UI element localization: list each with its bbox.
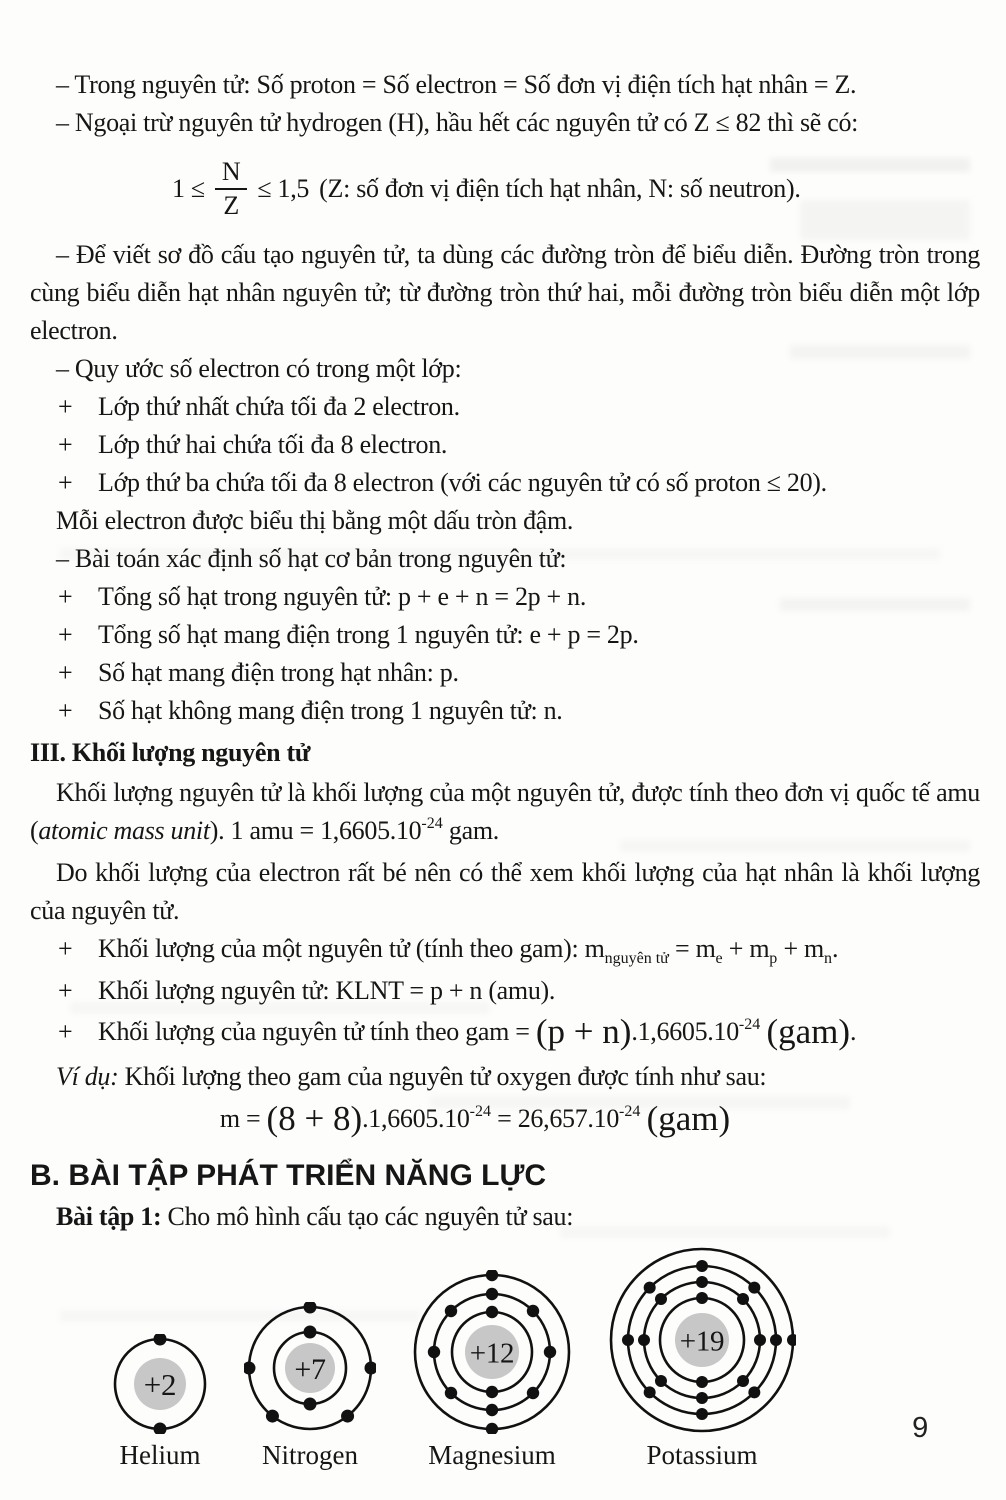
electron-dot: [696, 1408, 708, 1420]
fraction-denominator: Z: [223, 191, 239, 220]
italic-amu-term: atomic mass unit: [38, 816, 210, 845]
subscript: p: [769, 950, 778, 967]
electron-dot: [644, 1386, 656, 1398]
list-item-total-particles: [30, 578, 980, 616]
nz-fraction: [215, 157, 247, 221]
bohr-model-helium: [110, 1334, 210, 1434]
electron-dot: [486, 1288, 498, 1300]
atom-diagram-helium: [110, 1334, 210, 1472]
electron-dot: [544, 1346, 556, 1358]
electron-dot: [341, 1410, 354, 1423]
electron-dot: [622, 1334, 634, 1346]
electron-dot: [428, 1346, 440, 1358]
formula-note: (Z: số đơn vị điện tích hạt nhân, N: số neutron).: [319, 174, 801, 203]
section-heading-exercises: B. BÀI TẬP PHÁT TRIỂN NĂNG LỰC: [30, 1159, 547, 1192]
oxygen-mass-equation: $m = (8 + 8).1,6605.10^{-24} = 26,657.10^{-24}$ (gam): [219, 1099, 731, 1138]
electron-dot: [244, 1362, 256, 1375]
exponent: -24: [421, 815, 443, 832]
list-item-text: Lớp thứ hai chứa tối đa 8 electron.: [98, 430, 448, 459]
electron-dot: [787, 1334, 796, 1346]
paragraph-circle-diagram: – Để viết sơ đồ cấu tạo nguyên tử, ta dùng các đường tròn để biểu diễn. Đường tròn trong cùng biểu diễn hạt nhân nguyên tử; từ đường tròn thứ hai, mỗi đường tròn biểu diễn một lớp electron.: [30, 240, 980, 345]
parenthesized-term: (gam): [766, 1012, 851, 1051]
electron-dot: [486, 1404, 498, 1416]
parenthesized-term: (p + n): [535, 1012, 632, 1051]
electron-dot: [486, 1270, 498, 1281]
page-number: 9: [912, 1412, 928, 1444]
list-item-nucleus-charged: [30, 654, 980, 692]
atom-label-potassium: Potassium: [646, 1440, 758, 1470]
list-item-layer-3: [30, 464, 980, 502]
electron-dot: [266, 1410, 279, 1423]
atom-label-nitrogen: Nitrogen: [262, 1440, 358, 1470]
atom-label-helium: Helium: [119, 1440, 201, 1470]
paragraph-hydrogen-exception: – Ngoại trừ nguyên tử hydrogen (H), hầu hết các nguyên tử có Z ≤ 82 thì sẽ có:: [56, 108, 859, 137]
exercise-1-prompt: Bài tập 1: Cho mô hình cấu tạo các nguyên tử sau:: [56, 1202, 574, 1231]
plus-bullet: +: [58, 696, 73, 725]
list-item-layer-1: [30, 388, 980, 426]
nucleus-charge-label: +19: [679, 1325, 725, 1358]
electron-dot: [748, 1386, 760, 1398]
subscript: n: [823, 950, 832, 967]
example-label: Ví dụ:: [56, 1062, 119, 1091]
plus-bullet: +: [58, 658, 73, 687]
electron-dot: [304, 1326, 317, 1339]
electron-dot: [655, 1375, 667, 1387]
electron-dot: [696, 1392, 708, 1404]
plus-bullet: +: [58, 582, 73, 611]
exponent: -24: [738, 1016, 761, 1033]
electron-dot: [365, 1362, 377, 1375]
electron-dot: [445, 1387, 457, 1399]
exponent: -24: [469, 1103, 491, 1120]
section-heading-atomic-mass: III. Khối lượng nguyên tử: [30, 738, 311, 767]
electron-dot: [696, 1292, 708, 1304]
subscript: nguyên tử: [604, 950, 669, 967]
plus-bullet: +: [58, 392, 73, 421]
list-item-klnt: + Khối lượng nguyên tử: KLNT = p + n (amu).: [30, 972, 980, 1010]
bohr-model-magnesium: [410, 1270, 574, 1434]
electron-dot: [737, 1293, 749, 1305]
plus-bullet: +: [58, 976, 73, 1005]
atom-label-magnesium: Magnesium: [428, 1440, 556, 1470]
electron-dot: [696, 1276, 708, 1288]
subscript: e: [715, 950, 723, 967]
formula-trail: ≤ 1,5: [257, 174, 310, 203]
electron-dot: [486, 1306, 498, 1318]
nz-ratio-formula: [172, 147, 980, 231]
plus-bullet: +: [58, 468, 73, 497]
atom-diagrams-row: [110, 1246, 980, 1472]
electron-dot: [644, 1282, 656, 1294]
electron-dot: [754, 1334, 766, 1346]
electron-dot: [696, 1376, 708, 1388]
paragraph-example-intro: Ví dụ: Khối lượng theo gam của nguyên tử oxygen được tính như sau:: [56, 1062, 767, 1091]
nucleus-charge-label: +7: [294, 1352, 326, 1386]
electron-dot: [655, 1293, 667, 1305]
parenthesized-term: (gam): [646, 1099, 731, 1138]
formula-lead: 1 ≤: [172, 174, 205, 203]
paragraph-particle-problems: – Bài toán xác định số hạt cơ bản trong nguyên tử:: [56, 544, 567, 573]
paragraph-electron-mass-note: Do khối lượng của electron rất bé nên có thể xem khối lượng của hạt nhân là khối lượng của nguyên tử.: [30, 858, 980, 925]
list-item-neutral-particles: [30, 692, 980, 730]
electron-dot: [486, 1423, 498, 1434]
atom-diagram-nitrogen: [244, 1302, 376, 1472]
electron-dot: [304, 1398, 317, 1411]
paragraph-amu-definition: Khối lượng nguyên tử là khối lượng của một nguyên tử, được tính theo đơn vị quốc tế amu (atomic mass unit). 1 amu = $1,6605.10^{-24}$ gam.: [30, 778, 980, 845]
electron-dot: [638, 1334, 650, 1346]
parenthesized-term: (8 + 8): [266, 1099, 363, 1138]
nucleus-charge-label: +12: [469, 1337, 515, 1370]
fraction-numerator: N: [215, 157, 247, 190]
plus-bullet: +: [58, 934, 73, 963]
electron-dot: [154, 1334, 167, 1346]
bohr-model-potassium: [608, 1246, 796, 1434]
electron-dot: [527, 1305, 539, 1317]
plus-bullet: +: [58, 1017, 73, 1046]
list-item-mass-formula: + Khối lượng của nguyên tử tính theo gam = $(p + n).1,6605.10^{-24}$ (gam).: [30, 1010, 980, 1058]
atom-diagram-magnesium: [410, 1270, 574, 1472]
exponent: -24: [619, 1103, 641, 1120]
paragraph-electron-dot-note: Mỗi electron được biểu thị bằng một dấu tròn đậm.: [56, 506, 574, 535]
list-item-text: Số hạt không mang điện trong 1 nguyên tử: n.: [98, 696, 563, 725]
page-content: [30, 66, 980, 1472]
list-item-text: Tổng số hạt trong nguyên tử: p + e + n = 2p + n.: [98, 582, 587, 611]
plus-bullet: +: [58, 430, 73, 459]
list-item-text: Lớp thứ nhất chứa tối đa 2 electron.: [98, 392, 460, 421]
list-item-text: Tổng số hạt mang điện trong 1 nguyên tử: e + p = 2p.: [98, 620, 639, 649]
nucleus-charge-label: +2: [143, 1367, 177, 1403]
electron-dot: [770, 1334, 782, 1346]
bohr-model-nitrogen: [244, 1302, 376, 1434]
electron-dot: [486, 1386, 498, 1398]
list-item-layer-2: [30, 426, 980, 464]
electron-dot: [304, 1302, 317, 1314]
list-item-text: Số hạt mang điện trong hạt nhân: p.: [98, 658, 459, 687]
electron-dot: [445, 1305, 457, 1317]
electron-dot: [527, 1387, 539, 1399]
paragraph-layer-convention: – Quy ước số electron có trong một lớp:: [56, 354, 462, 383]
atom-diagram-potassium: [608, 1246, 796, 1472]
list-item-charged-particles: [30, 616, 980, 654]
exercise-1-label: Bài tập 1:: [56, 1202, 168, 1231]
list-item-text: Lớp thứ ba chứa tối đa 8 electron (với các nguyên tử có số proton ≤ 20).: [98, 468, 827, 497]
plus-bullet: +: [58, 620, 73, 649]
list-item-mass-in-gram: + Khối lượng của một nguyên tử (tính theo gam): $m_{nguyên tử} = m_e + m_p + m_n$.: [30, 930, 980, 972]
electron-dot: [154, 1423, 167, 1435]
electron-dot: [696, 1260, 708, 1272]
electron-dot: [737, 1375, 749, 1387]
electron-dot: [748, 1282, 760, 1294]
paragraph-proton-electron: – Trong nguyên tử: Số proton = Số electron = Số đơn vị điện tích hạt nhân = Z.: [56, 70, 857, 99]
